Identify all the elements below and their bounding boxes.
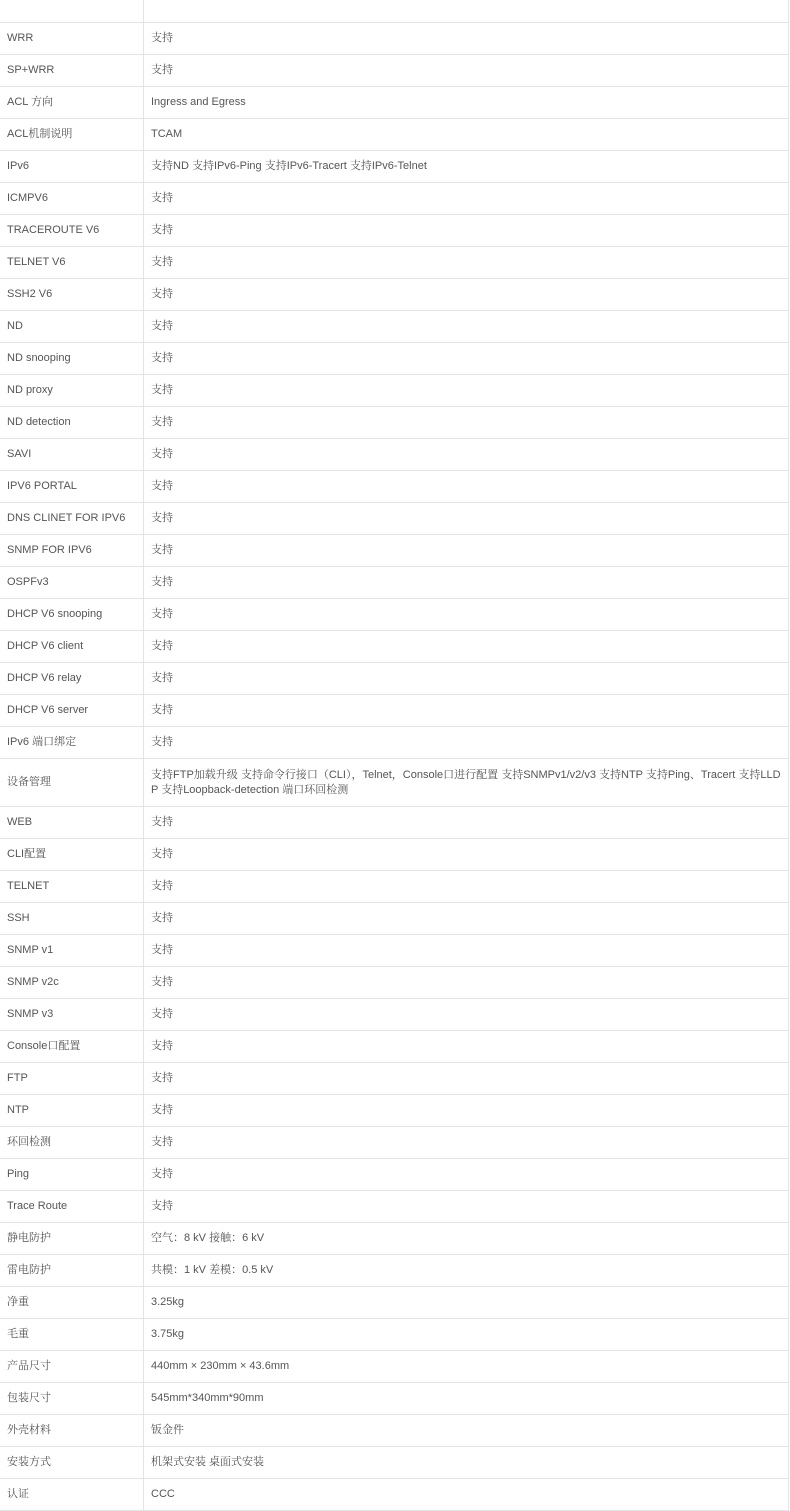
- spec-value: 支持: [144, 23, 789, 55]
- spec-value: 3.75kg: [144, 1319, 789, 1351]
- spec-value: 共模：1 kV 差模：0.5 kV: [144, 1255, 789, 1287]
- table-row: [0, 967, 789, 999]
- spec-key: DNS CLINET FOR IPV6: [0, 503, 144, 535]
- spec-value: 支持: [144, 1127, 789, 1159]
- spec-key: ND proxy: [0, 375, 144, 407]
- table-row: [0, 935, 789, 967]
- spec-value: 支持ND 支持IPv6-Ping 支持IPv6-Tracert 支持IPv6-Telnet: [144, 151, 789, 183]
- spec-key: WRR: [0, 23, 144, 55]
- spec-key: 安装方式: [0, 1447, 144, 1479]
- spec-key: WEB: [0, 807, 144, 839]
- table-row: [0, 999, 789, 1031]
- spec-key: 设备管理: [0, 759, 144, 807]
- table-row: [0, 759, 789, 807]
- spec-key: FTP: [0, 1063, 144, 1095]
- table-row: [0, 1255, 789, 1287]
- spec-value: 支持: [144, 903, 789, 935]
- table-row: [0, 599, 789, 631]
- spec-key: Console口配置: [0, 1031, 144, 1063]
- table-row: [0, 55, 789, 87]
- spec-key: 环回检测: [0, 1127, 144, 1159]
- spec-value: 支持: [144, 695, 789, 727]
- table-row: [0, 1127, 789, 1159]
- spec-key: SSH: [0, 903, 144, 935]
- spec-key: SAVI: [0, 439, 144, 471]
- spec-key: IPv6: [0, 151, 144, 183]
- spec-key: DHCP V6 client: [0, 631, 144, 663]
- spec-value: Ingress and Egress: [144, 87, 789, 119]
- spec-key: SNMP v2c: [0, 967, 144, 999]
- table-row: [0, 695, 789, 727]
- table-row: [0, 1031, 789, 1063]
- spec-value: 支持: [144, 1159, 789, 1191]
- spec-value: CCC: [144, 1479, 789, 1511]
- spec-key: IPv6 端口绑定: [0, 727, 144, 759]
- table-row: [0, 567, 789, 599]
- spec-value: 支持: [144, 471, 789, 503]
- spec-value: 支持: [144, 727, 789, 759]
- table-row: [0, 503, 789, 535]
- table-row: [0, 311, 789, 343]
- table-row: [0, 151, 789, 183]
- table-row: [0, 471, 789, 503]
- spec-value: 空气：8 kV 接触：6 kV: [144, 1223, 789, 1255]
- spec-key: SNMP FOR IPV6: [0, 535, 144, 567]
- table-row: [0, 871, 789, 903]
- spec-value: 支持: [144, 631, 789, 663]
- spec-key: TELNET: [0, 871, 144, 903]
- spec-value: 机架式安装 桌面式安装: [144, 1447, 789, 1479]
- spec-key: ACL机制说明: [0, 119, 144, 151]
- spec-key: ND: [0, 311, 144, 343]
- spec-value: 支持: [144, 215, 789, 247]
- table-row: [0, 1191, 789, 1223]
- table-row: [0, 1447, 789, 1479]
- table-row: [0, 903, 789, 935]
- table-row: [0, 839, 789, 871]
- table-row: [0, 807, 789, 839]
- spec-value: [144, 0, 789, 23]
- table-row: [0, 1159, 789, 1191]
- spec-value: 支持: [144, 183, 789, 215]
- spec-key: 静电防护: [0, 1223, 144, 1255]
- spec-value: 支持: [144, 1063, 789, 1095]
- spec-key: DHCP V6 snooping: [0, 599, 144, 631]
- spec-value: 支持: [144, 599, 789, 631]
- table-row: [0, 1479, 789, 1511]
- table-row: [0, 119, 789, 151]
- spec-key: Ping: [0, 1159, 144, 1191]
- spec-value: 支持: [144, 311, 789, 343]
- spec-value: 3.25kg: [144, 1287, 789, 1319]
- table-row: [0, 1223, 789, 1255]
- spec-value: 支持: [144, 935, 789, 967]
- spec-value: 支持: [144, 407, 789, 439]
- spec-value: 支持: [144, 247, 789, 279]
- spec-value: 支持: [144, 535, 789, 567]
- spec-key: [0, 0, 144, 23]
- spec-key: Trace Route: [0, 1191, 144, 1223]
- table-row: [0, 87, 789, 119]
- table-row: [0, 0, 789, 23]
- spec-value: 支持: [144, 55, 789, 87]
- table-row: [0, 663, 789, 695]
- table-row: [0, 247, 789, 279]
- spec-value: 支持: [144, 279, 789, 311]
- spec-value: 支持: [144, 375, 789, 407]
- spec-value: 440mm × 230mm × 43.6mm: [144, 1351, 789, 1383]
- spec-key: DHCP V6 relay: [0, 663, 144, 695]
- spec-key: OSPFv3: [0, 567, 144, 599]
- table-row: [0, 727, 789, 759]
- table-row: [0, 535, 789, 567]
- spec-value: TCAM: [144, 119, 789, 151]
- table-row: [0, 1351, 789, 1383]
- spec-value: 支持: [144, 1031, 789, 1063]
- spec-key: 产品尺寸: [0, 1351, 144, 1383]
- spec-key: ND snooping: [0, 343, 144, 375]
- table-row: [0, 23, 789, 55]
- spec-value: 支持: [144, 567, 789, 599]
- spec-key: SSH2 V6: [0, 279, 144, 311]
- spec-key: DHCP V6 server: [0, 695, 144, 727]
- table-row: [0, 1095, 789, 1127]
- table-row: [0, 407, 789, 439]
- spec-key: IPV6 PORTAL: [0, 471, 144, 503]
- spec-value: 支持: [144, 663, 789, 695]
- table-row: [0, 375, 789, 407]
- spec-key: 包装尺寸: [0, 1383, 144, 1415]
- table-row: [0, 631, 789, 663]
- spec-value: 545mm*340mm*90mm: [144, 1383, 789, 1415]
- spec-key: 外壳材料: [0, 1415, 144, 1447]
- spec-value: 支持FTP加载升级 支持命令行接口（CLI），Telnet，Console口进行配置 支持SNMPv1/v2/v3 支持NTP 支持Ping、Tracert 支持LLDP 支持Loopback-detection 端口环回检测: [144, 759, 789, 807]
- table-row: [0, 343, 789, 375]
- spec-key: CLI配置: [0, 839, 144, 871]
- table-row: [0, 1063, 789, 1095]
- spec-value: 支持: [144, 967, 789, 999]
- spec-value: 支持: [144, 871, 789, 903]
- spec-value: 支持: [144, 1191, 789, 1223]
- spec-key: TRACEROUTE V6: [0, 215, 144, 247]
- spec-key: 认证: [0, 1479, 144, 1511]
- spec-key: ACL 方向: [0, 87, 144, 119]
- spec-key: ND detection: [0, 407, 144, 439]
- table-row: [0, 1383, 789, 1415]
- spec-key: ICMPV6: [0, 183, 144, 215]
- spec-value: 支持: [144, 503, 789, 535]
- spec-key: 净重: [0, 1287, 144, 1319]
- spec-key: SNMP v1: [0, 935, 144, 967]
- spec-key: 毛重: [0, 1319, 144, 1351]
- spec-key: 雷电防护: [0, 1255, 144, 1287]
- spec-key: NTP: [0, 1095, 144, 1127]
- spec-value: 支持: [144, 439, 789, 471]
- table-row: [0, 183, 789, 215]
- spec-key: TELNET V6: [0, 247, 144, 279]
- table-row: [0, 1319, 789, 1351]
- spec-value: 支持: [144, 999, 789, 1031]
- spec-key: SP+WRR: [0, 55, 144, 87]
- table-row: [0, 215, 789, 247]
- table-row: [0, 439, 789, 471]
- spec-value: 支持: [144, 839, 789, 871]
- table-row: [0, 1287, 789, 1319]
- spec-key: SNMP v3: [0, 999, 144, 1031]
- spec-value: 支持: [144, 343, 789, 375]
- spec-value: 钣金件: [144, 1415, 789, 1447]
- spec-value: 支持: [144, 807, 789, 839]
- table-row: [0, 1415, 789, 1447]
- table-row: [0, 279, 789, 311]
- spec-value: 支持: [144, 1095, 789, 1127]
